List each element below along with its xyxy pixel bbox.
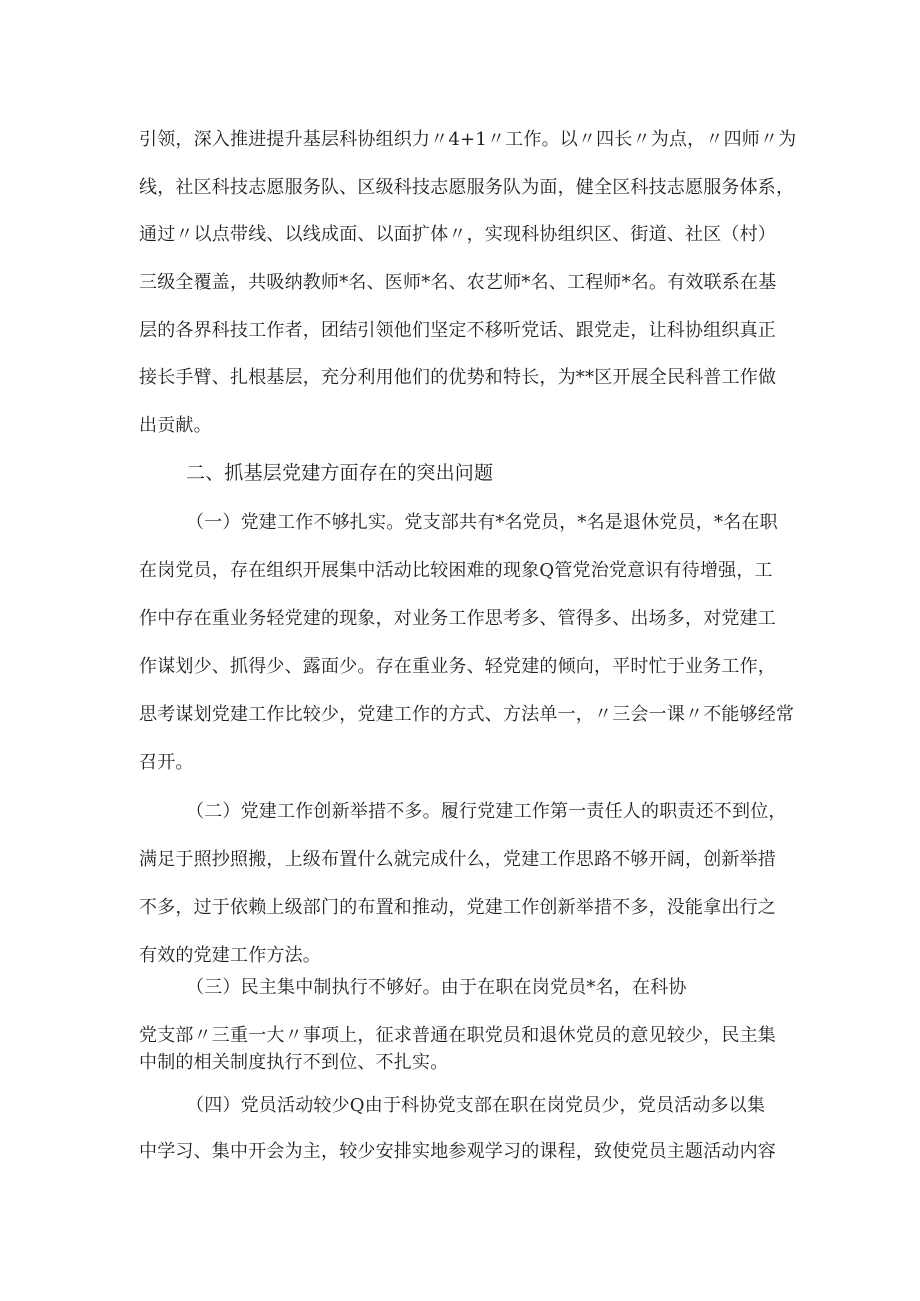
paragraph-1-line-3: 作中存在重业务轻党建的现象，对业务工作思考多、管得多、出场多，对党建工 [139,608,776,629]
intro-line-5: 层的各界科技工作者，团结引领他们坚定不移听党话、跟党走，让科协组织真正 [139,320,776,341]
paragraph-2-line-2: 满足于照抄照搬，上级布置什么就完成什么，党建工作思路不够开阔，创新举措 [139,849,776,870]
paragraph-1-line-2: 在岗党员，存在组织开展集中活动比较困难的现象Q管党治党意识有待增强，工 [139,560,773,581]
intro-line-7: 出贡献。 [139,415,212,436]
paragraph-3-line-1: （三）民主集中制执行不够好。由于在职在岗党员*名，在科协 [186,977,687,998]
paragraph-2-line-1: （二）党建工作创新举措不多。履行党建工作第一责任人的职责还不到位， [186,801,787,822]
paragraph-1-line-6: 召开。 [139,752,194,773]
paragraph-4-line-2: 中学习、集中开会为主，较少安排实地参观学习的课程，致使党员主题活动内容 [139,1141,776,1162]
paragraph-3-line-3: 中制的相关制度执行不到位、不扎实。 [139,1052,449,1073]
intro-line-1: 引领，深入推进提升基层科协组织力〃4+1〃工作。以〃四长〃为点，〃四师〃为 [139,129,797,150]
paragraph-4-line-1: （四）党员活动较少Q由于科协党支部在职在岗党员少，党员活动多以集 [186,1095,766,1116]
intro-line-4: 三级全覆盖，共吸纳教师*名、医师*名、农艺师*名、工程师*名。有效联系在基 [139,272,777,293]
intro-line-3: 通过〃以点带线、以线成面、以面扩体〃，实现科协组织区、街道、社区（村） [139,224,776,245]
intro-line-2: 线，社区科技志愿服务队、区级科技志愿服务队为面，健全区科技志愿服务体系， [139,177,795,198]
paragraph-1-line-5: 思考谋划党建工作比较少，党建工作的方式、方法单一，〃三会一课〃不能够经常 [139,704,795,725]
paragraph-2-line-4: 有效的党建工作方法。 [139,945,321,966]
section-heading: 二、抓基层党建方面存在的突出问题 [186,462,494,484]
paragraph-1-line-1: （一）党建工作不够扎实。党支部共有*名党员，*名是退休党员，*名在职 [186,512,778,533]
paragraph-2-line-3: 不多，过于依赖上级部门的布置和推动，党建工作创新举措不多，没能拿出行之 [139,897,776,918]
intro-line-6: 接长手臂、扎根基层，充分利用他们的优势和特长，为**区开展全民科普工作做 [139,367,777,388]
paragraph-3-line-2: 党支部〃三重一大〃事项上，征求普通在职党员和退休党员的意见较少，民主集 [139,1025,776,1046]
paragraph-1-line-4: 作谋划少、抓得少、露面少。存在重业务、轻党建的倾向，平时忙于业务工作， [139,656,776,677]
